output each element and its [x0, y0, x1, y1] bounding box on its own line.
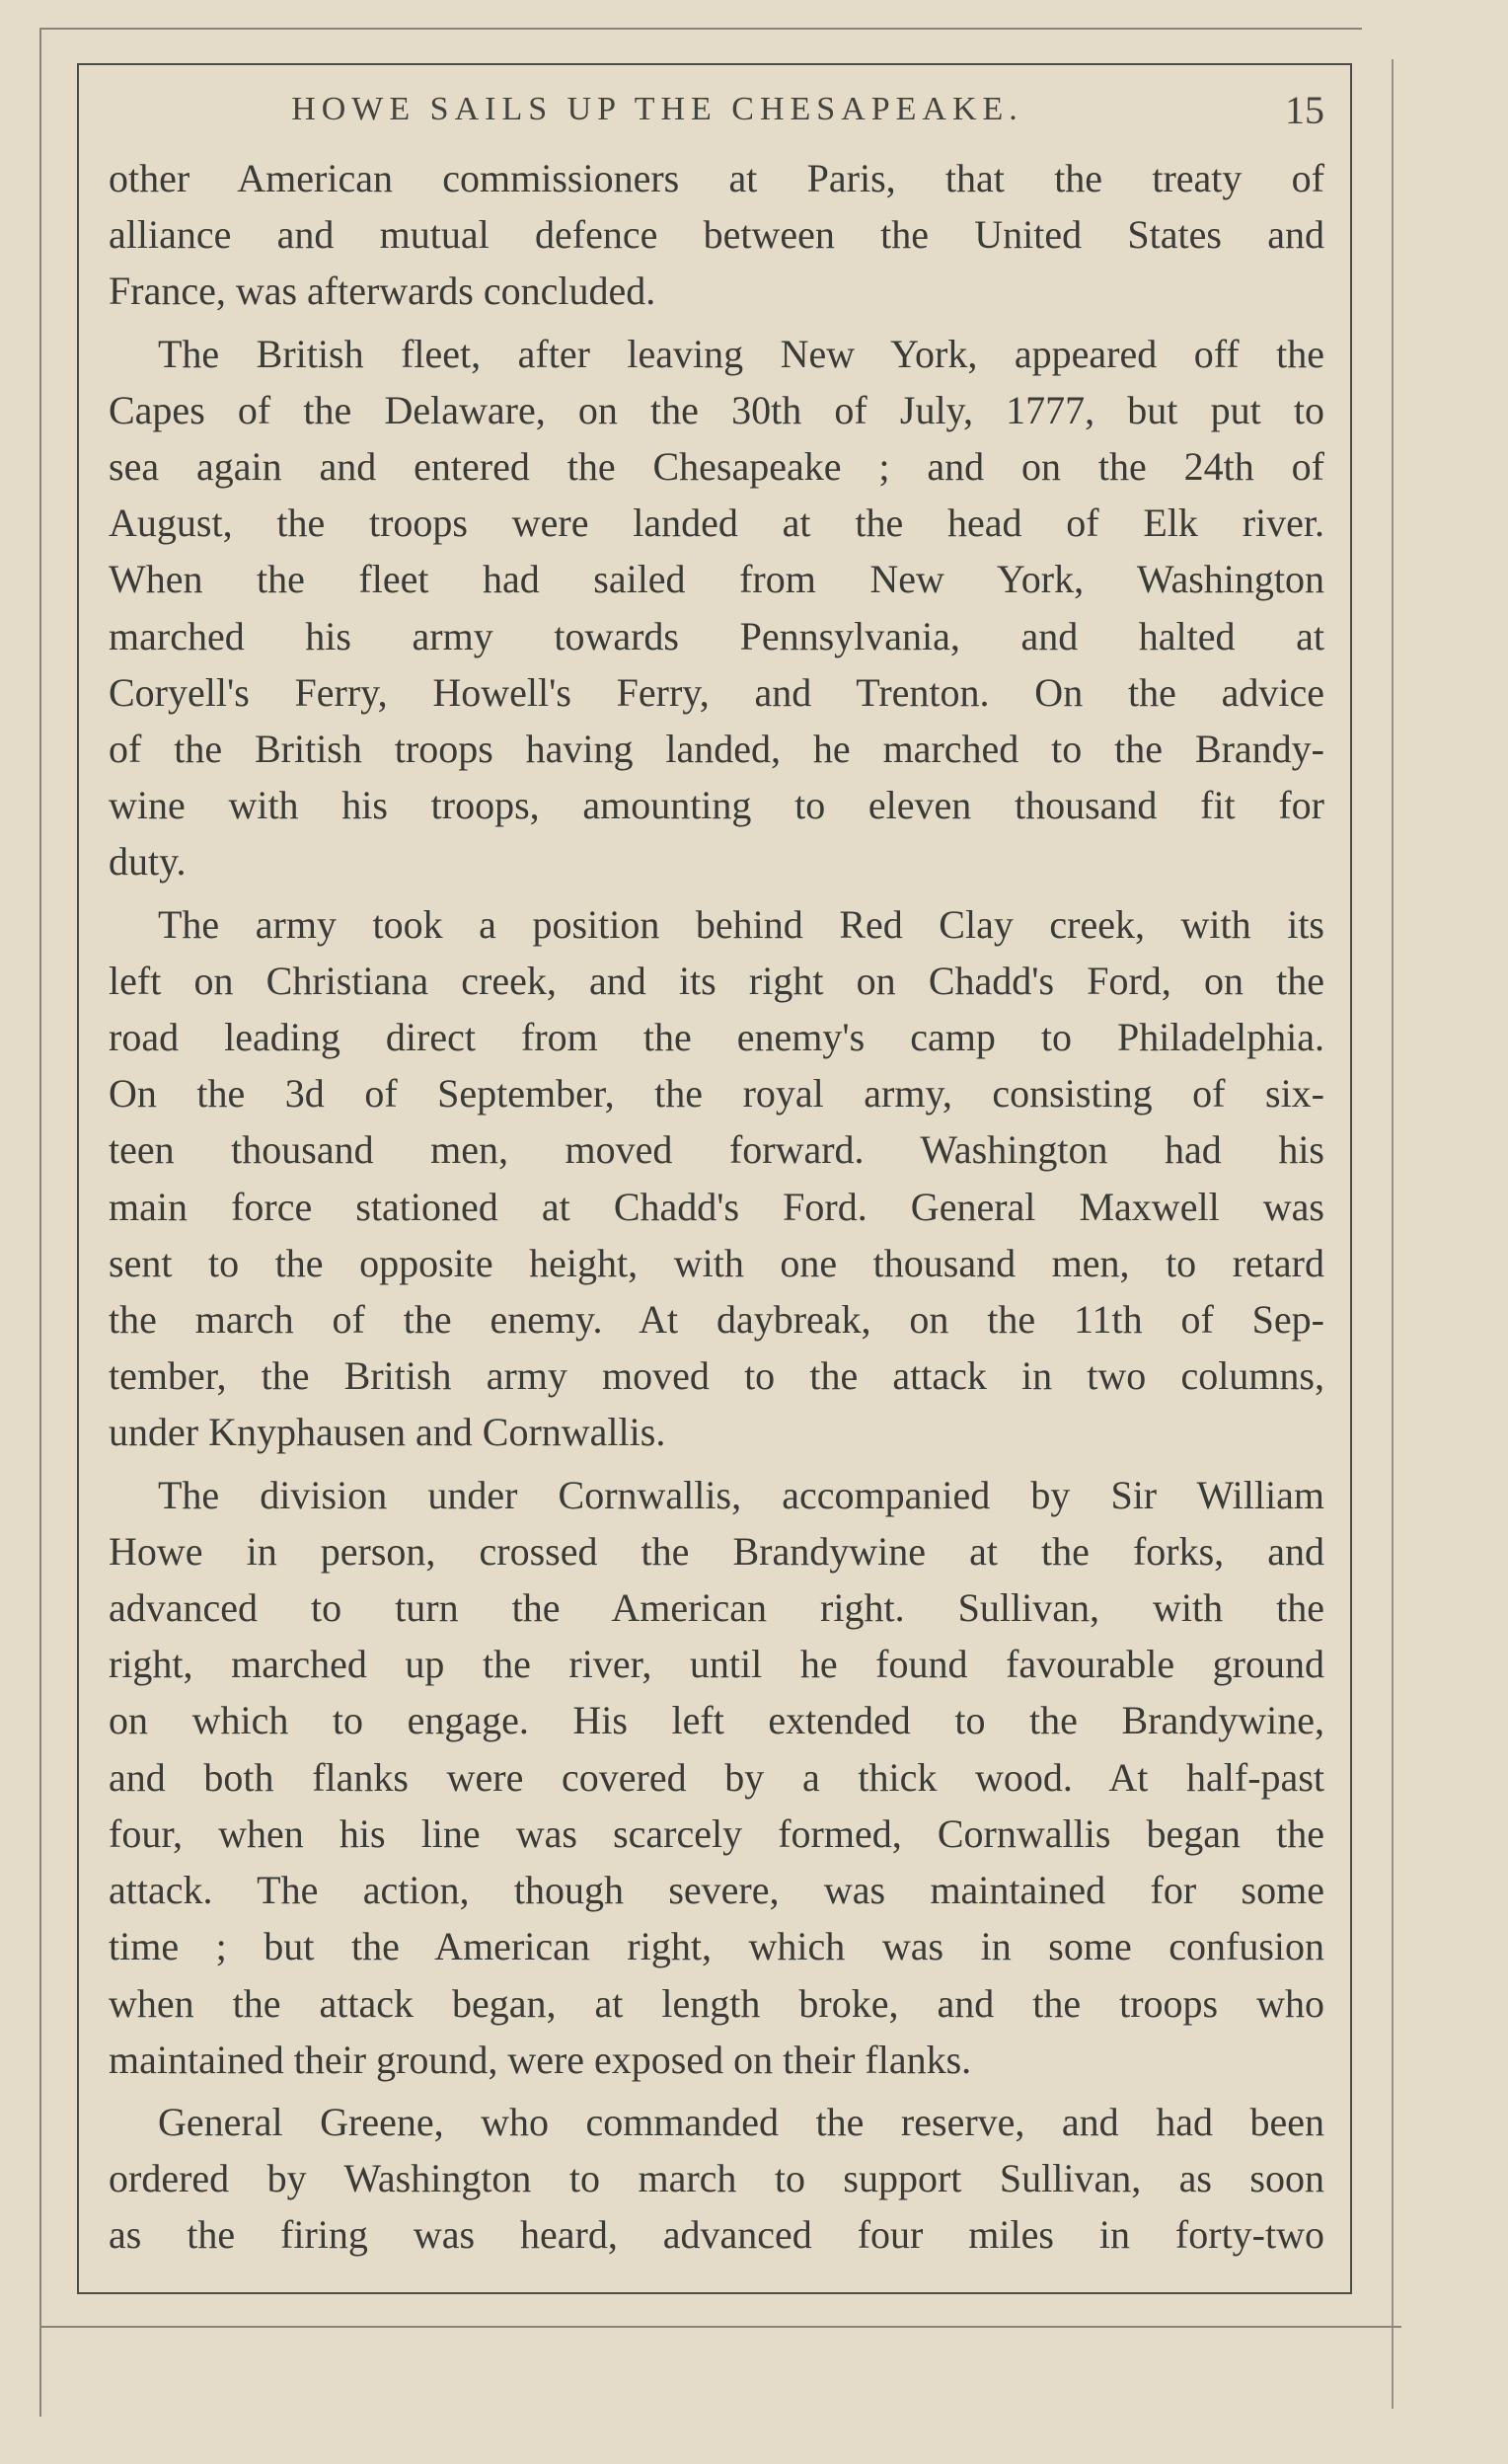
- text-line: France, was afterwards concluded.: [109, 269, 656, 314]
- text-line: when the attack began, at length broke, and the troops who: [109, 1980, 1324, 2026]
- right-outer-rule: [1392, 59, 1394, 2409]
- text-line: under Knyphausen and Cornwallis.: [109, 1410, 666, 1455]
- text-line: four, when his line was scarcely formed, Cornwallis began the: [109, 1810, 1324, 1856]
- running-head: HOWE SAILS UP THE CHESAPEAKE.: [291, 91, 1023, 127]
- paragraph-1: [109, 150, 1324, 320]
- text-line: maintained their ground, were exposed on their flanks.: [109, 2037, 972, 2082]
- text-line: duty.: [109, 839, 187, 885]
- text-line: ordered by Washington to march to support Sullivan, as soon: [109, 2156, 1324, 2201]
- paragraph-4: [109, 1467, 1324, 2088]
- top-outer-rule: [39, 28, 1362, 30]
- text-line: of the British troops having landed, he marched to the Brandy-: [109, 727, 1324, 772]
- left-outer-rule: [39, 28, 41, 2417]
- text-line: road leading direct from the enemy's camp to Philadelphia.: [109, 1015, 1324, 1060]
- text-line: time ; but the American right, which was in some confusion: [109, 1924, 1324, 1969]
- text-line: wine with his troops, amounting to eleven thousand fit for: [109, 783, 1324, 828]
- text-line: as the firing was heard, advanced four miles in forty-two: [109, 2212, 1324, 2258]
- bottom-outer-rule: [39, 2326, 1401, 2328]
- paragraph-5: [109, 2094, 1324, 2264]
- page-number: 15: [1285, 88, 1324, 132]
- text-line: on which to engage. His left extended to the Brandywine,: [109, 1698, 1324, 1743]
- text-line: The army took a position behind Red Clay creek, with its: [158, 901, 1324, 947]
- text-line: alliance and mutual defence between the United States and: [109, 212, 1324, 258]
- text-line: On the 3d of September, the royal army, consisting of six-: [109, 1071, 1324, 1116]
- text-line: Capes of the Delaware, on the 30th of July, 1777, but put to: [109, 387, 1324, 432]
- text-line: When the fleet had sailed from New York, Washington: [109, 557, 1324, 602]
- text-line: attack. The action, though severe, was maintained for some: [109, 1868, 1324, 1913]
- text-line: tember, the British army moved to the attack in two columns,: [109, 1353, 1324, 1399]
- text-line: The division under Cornwallis, accompanied by Sir William: [158, 1472, 1324, 1517]
- paragraph-3: [109, 896, 1324, 1461]
- text-line: Coryell's Ferry, Howell's Ferry, and Trenton. On the advice: [109, 669, 1324, 715]
- text-line: advanced to turn the American right. Sullivan, with the: [109, 1585, 1324, 1631]
- text-line: main force stationed at Chadd's Ford. General Maxwell was: [109, 1184, 1324, 1229]
- page-header: [109, 79, 1324, 150]
- text-line: and both flanks were covered by a thick wood. At half-past: [109, 1754, 1324, 1800]
- text-line: General Greene, who commanded the reserve, and had been: [158, 2099, 1324, 2144]
- text-line: teen thousand men, moved forward. Washington had his: [109, 1127, 1324, 1173]
- text-line: marched his army towards Pennsylvania, and halted at: [109, 613, 1324, 658]
- text-line: August, the troops were landed at the head of Elk river.: [109, 500, 1324, 546]
- text-line: left on Christiana creek, and its right on Chadd's Ford, on the: [109, 958, 1324, 1003]
- text-line: Howe in person, crossed the Brandywine at the forks, and: [109, 1528, 1324, 1574]
- text-line: sea again and entered the Chesapeake ; and on the 24th of: [109, 444, 1324, 490]
- text-line: the march of the enemy. At daybreak, on the 11th of Sep-: [109, 1297, 1324, 1343]
- text-line: right, marched up the river, until he found favourable ground: [109, 1642, 1324, 1687]
- text-line: The British fleet, after leaving New York, appeared off the: [158, 331, 1324, 376]
- paragraph-2: [109, 326, 1324, 890]
- text-line: other American commissioners at Paris, that the treaty of: [109, 156, 1324, 200]
- page-content: [109, 79, 1324, 2264]
- text-line: sent to the opposite height, with one thousand men, to retard: [109, 1240, 1324, 1285]
